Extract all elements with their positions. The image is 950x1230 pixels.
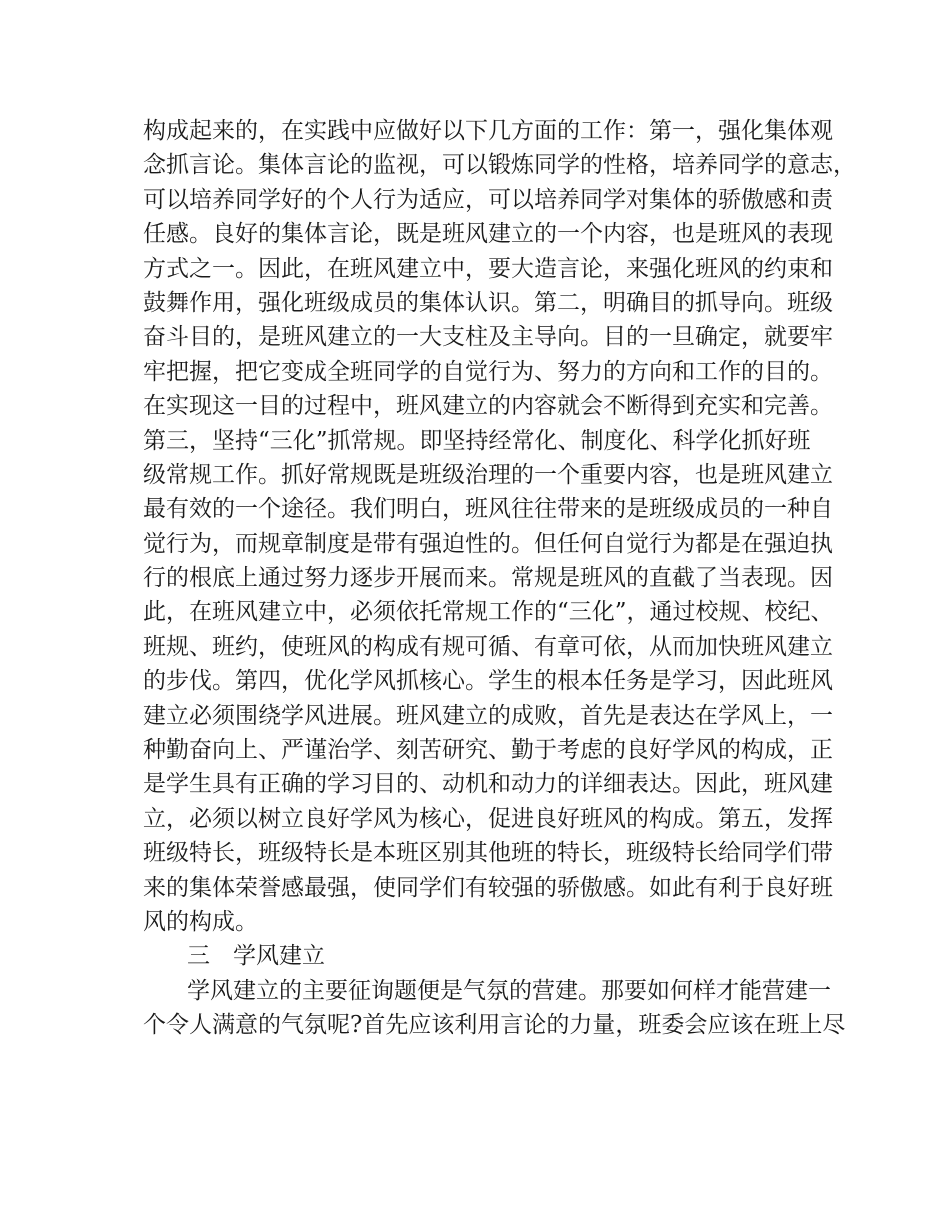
text-line: 行的根底上通过努力逐步开展而来。常规是班风的直截了当表现。因 bbox=[143, 565, 833, 592]
text-line: 觉行为，而规章制度是带有强迫性的。但任何自觉行为都是在强迫执 bbox=[143, 530, 833, 557]
text-line: 来的集体荣誉感最强，使同学们有较强的骄傲感。如此有利于良好班 bbox=[143, 874, 833, 901]
text-line: 鼓舞作用，强化班级成员的集体认识。第二，明确目的抓导向。班级 bbox=[143, 289, 833, 316]
text-line: 个令人满意的气氛呢?首先应该利用言论的力量，班委会应该在班上尽 bbox=[143, 1012, 846, 1039]
text-line: 念抓言论。集体言论的监视，可以锻炼同学的性格，培养同学的意志， bbox=[143, 152, 856, 179]
text-line: 风的构成。 bbox=[143, 908, 258, 935]
section-heading: 三 学风建立 bbox=[187, 943, 325, 970]
text-line: 任感。良好的集体言论，既是班风建立的一个内容，也是班风的表现 bbox=[143, 221, 833, 248]
text-line: 第三，坚持“三化”抓常规。即坚持经常化、制度化、科学化抓好班 bbox=[143, 427, 811, 454]
text-line: 建立必须围绕学风进展。班风建立的成败，首先是表达在学风上，一 bbox=[143, 702, 833, 729]
text-line: 奋斗目的，是班风建立的一大支柱及主导向。目的一旦确定，就要牢 bbox=[143, 324, 833, 351]
text-line: 种勤奋向上、严谨治学、刻苦研究、勤于考虑的良好学风的构成，正 bbox=[143, 737, 833, 764]
text-line: 立，必须以树立良好学风为核心，促进良好班风的构成。第五，发挥 bbox=[143, 805, 833, 832]
text-line: 班规、班约，使班风的构成有规可循、有章可依，从而加快班风建立 bbox=[143, 633, 833, 660]
document-body bbox=[143, 114, 856, 1043]
text-line: 可以培养同学好的个人行为适应，可以培养同学对集体的骄傲感和责 bbox=[143, 186, 833, 213]
text-line: 班级特长，班级特长是本班区别其他班的特长，班级特长给同学们带 bbox=[143, 840, 833, 867]
paragraph-first-line: 学风建立的主要征询题便是气氛的营建。那要如何样才能营建一 bbox=[187, 977, 831, 1004]
text-line: 牢把握，把它变成全班同学的自觉行为、努力的方向和工作的目的。 bbox=[143, 358, 833, 385]
text-line: 最有效的一个途径。我们明白，班风往往带来的是班级成员的一种自 bbox=[143, 496, 833, 523]
text-line: 的步伐。第四，优化学风抓核心。学生的根本任务是学习，因此班风 bbox=[143, 668, 833, 695]
text-line: 此，在班风建立中，必须依托常规工作的“三化”，通过校规、校纪、 bbox=[143, 599, 834, 626]
text-line: 方式之一。因此，在班风建立中，要大造言论，来强化班风的约束和 bbox=[143, 255, 833, 282]
text-line: 级常规工作。抓好常规既是班级治理的一个重要内容，也是班风建立 bbox=[143, 461, 833, 488]
text-line: 是学生具有正确的学习目的、动机和动力的详细表达。因此，班风建 bbox=[143, 771, 833, 798]
text-line: 在实现这一目的过程中，班风建立的内容就会不断得到充实和完善。 bbox=[143, 393, 833, 420]
text-line: 构成起来的，在实践中应做好以下几方面的工作：第一，强化集体观 bbox=[143, 118, 833, 144]
